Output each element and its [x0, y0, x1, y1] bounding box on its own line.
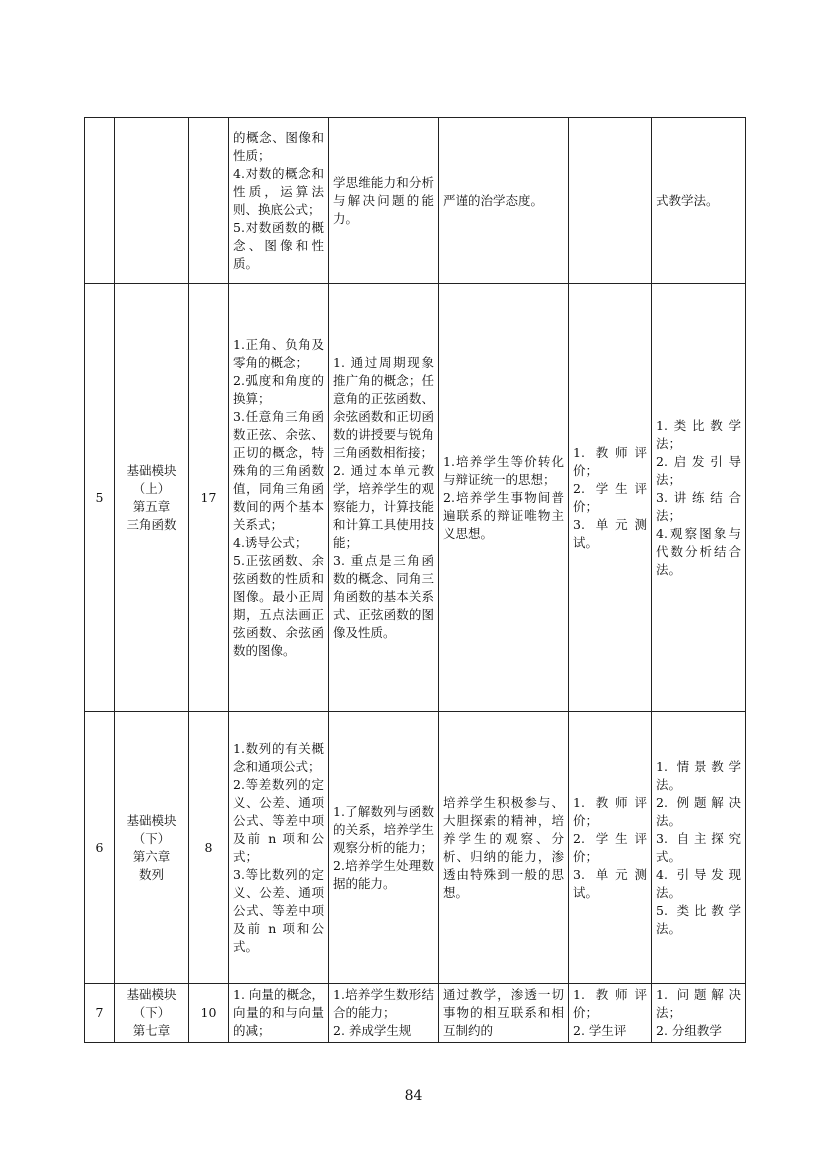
- cell-line: 1.数列的有关概念和通项公式；: [233, 740, 324, 774]
- table-row: [85, 984, 746, 1043]
- evaluation-cell: [569, 984, 652, 1043]
- cell-line: 第七章: [132, 1023, 171, 1038]
- cell-line: 5. 类比教学法。: [656, 902, 741, 936]
- cell-line: 2. 学生评: [573, 1023, 627, 1038]
- cell-line: 基础模块: [126, 812, 177, 828]
- cell-line: 1.培养学生等价转化与辩证统一的思想；: [443, 453, 564, 487]
- row-number: 6: [85, 712, 115, 984]
- module-cell: [115, 712, 189, 984]
- cell-line: 3.讲练结合法；: [656, 489, 741, 523]
- table-row: [85, 712, 746, 984]
- cell-line: 2.培养学生事物间普遍联系的辩证唯物主义思想。: [443, 489, 564, 541]
- cell-line: 2.弧度和角度的换算；: [233, 372, 324, 406]
- method-cell: [652, 118, 746, 284]
- cell-line: 4.对数的概念和性质，运算法则、换底公式；: [233, 165, 324, 217]
- page-number: 84: [404, 1088, 423, 1104]
- cell-line: 3. 单元测试。: [573, 866, 647, 900]
- cell-line: 学思维能力和分析与解决问题的能力。: [333, 174, 434, 226]
- evaluation-cell: [569, 284, 652, 712]
- cell-line: 1. 问题解决法；: [656, 987, 741, 1020]
- cell-line: 2. 学生评价；: [573, 830, 647, 864]
- cell-line: 1. 向量的概念，向量的和与向量的减；: [233, 987, 324, 1038]
- cell-line: 第五章: [132, 498, 171, 514]
- cell-line: 1. 教师评价；: [573, 987, 647, 1020]
- cell-line: 2. 学生评价；: [573, 480, 647, 514]
- content-cell: [229, 712, 329, 984]
- cell-line: 3.任意角三角函数正弦、余弦、正切的概念，特殊角的三角函数值，同角三角函数间的两个基本关系式；: [233, 408, 324, 532]
- row-number: [85, 118, 115, 284]
- cell-line: 1.培养学生数形结合的能力；: [333, 987, 434, 1020]
- ability-goal-cell: [329, 984, 439, 1043]
- module-cell: [115, 984, 189, 1043]
- cell-line: 3. 自主探究式。: [656, 830, 741, 864]
- cell-line: 2. 例题解决法。: [656, 794, 741, 828]
- cell-line: （下）: [132, 1005, 171, 1020]
- cell-line: 数列: [138, 866, 164, 882]
- quality-goal-cell: [439, 712, 569, 984]
- table-row: [85, 118, 746, 284]
- content-cell: [229, 984, 329, 1043]
- cell-line: 1. 情景教学法。: [656, 758, 741, 792]
- cell-line: 3.等比数列的定义、公差、通项公式、等差中项及前 n 项和公式。: [233, 866, 324, 954]
- quality-goal-cell: [439, 284, 569, 712]
- method-cell: [652, 712, 746, 984]
- cell-line: 1.了解数列与函数的关系，培养学生观察分析的能力；: [333, 803, 434, 855]
- cell-line: 3. 单元测试。: [573, 516, 647, 550]
- content-cell: [229, 118, 329, 284]
- cell-line: 第六章: [132, 848, 171, 864]
- cell-line: 5.正弦函数、余弦函数的性质和图像。最小正周期，五点法画正弦函数、余弦函数的图像。: [233, 552, 324, 658]
- cell-line: 3. 重点是三角函数的概念、同角三角函数的基本关系式、正弦函数的图像及性质。: [333, 552, 434, 640]
- cell-line: 培养学生积极参与、大胆探索的精神，培养学生的观察、分析、归纳的能力，渗透由特殊到一般的思想。: [443, 794, 564, 900]
- syllabus-table: [84, 117, 746, 1043]
- cell-line: 严谨的治学态度。: [443, 192, 544, 208]
- cell-line: 基础模块: [126, 987, 177, 1002]
- hours-cell: 8: [189, 712, 229, 984]
- cell-line: 1.正角、负角及零角的概念；: [233, 336, 324, 370]
- evaluation-cell: [569, 118, 652, 284]
- cell-line: 2. 养成学生规: [333, 1023, 412, 1038]
- cell-line: 三角函数: [126, 516, 177, 532]
- cell-line: 4. 引导发现法。: [656, 866, 741, 900]
- ability-goal-cell: [329, 118, 439, 284]
- content-cell: [229, 284, 329, 712]
- hours-cell: [189, 118, 229, 284]
- cell-line: 2.培养学生处理数据的能力。: [333, 857, 434, 891]
- cell-line: 4.诱导公式；: [233, 534, 308, 550]
- cell-line: 1. 教师评价；: [573, 794, 647, 828]
- cell-line: 1. 教师评价；: [573, 444, 647, 478]
- cell-line: 1.类比教学法；: [656, 417, 741, 451]
- cell-line: 通过教学，渗透一切事物的相互联系和相互制约的: [443, 987, 564, 1038]
- cell-line: 2. 通过本单元教学，培养学生的观察能力，计算技能和计算工具使用技能；: [333, 462, 434, 550]
- cell-line: 5.对数函数的概念、图像和性质。: [233, 219, 324, 271]
- cell-line: 式教学法。: [656, 192, 719, 208]
- cell-line: 2. 分组教学: [656, 1023, 722, 1038]
- cell-line: 2.等差数列的定义、公差、通项公式、等差中项及前 n 项和公式；: [233, 776, 324, 864]
- hours-cell: 10: [189, 984, 229, 1043]
- cell-line: 基础模块: [126, 462, 177, 478]
- hours-cell: 17: [189, 284, 229, 712]
- row-number: 5: [85, 284, 115, 712]
- cell-line: 1. 通过周期现象推广角的概念；任意角的正弦函数、余弦函数和正切函数的讲授要与锐角三角函数相衔接；: [333, 354, 434, 460]
- row-number: 7: [85, 984, 115, 1043]
- quality-goal-cell: [439, 984, 569, 1043]
- module-cell: [115, 118, 189, 284]
- method-cell: [652, 984, 746, 1043]
- cell-line: （下）: [132, 830, 171, 846]
- cell-line: 4.观察图象与代数分析结合法。: [656, 525, 741, 577]
- table-row: [85, 284, 746, 712]
- ability-goal-cell: [329, 712, 439, 984]
- cell-line: （上）: [132, 480, 171, 496]
- cell-line: 的概念、图像和性质；: [233, 129, 324, 163]
- method-cell: [652, 284, 746, 712]
- evaluation-cell: [569, 712, 652, 984]
- module-cell: [115, 284, 189, 712]
- quality-goal-cell: [439, 118, 569, 284]
- ability-goal-cell: [329, 284, 439, 712]
- cell-line: 2.启发引导法；: [656, 453, 741, 487]
